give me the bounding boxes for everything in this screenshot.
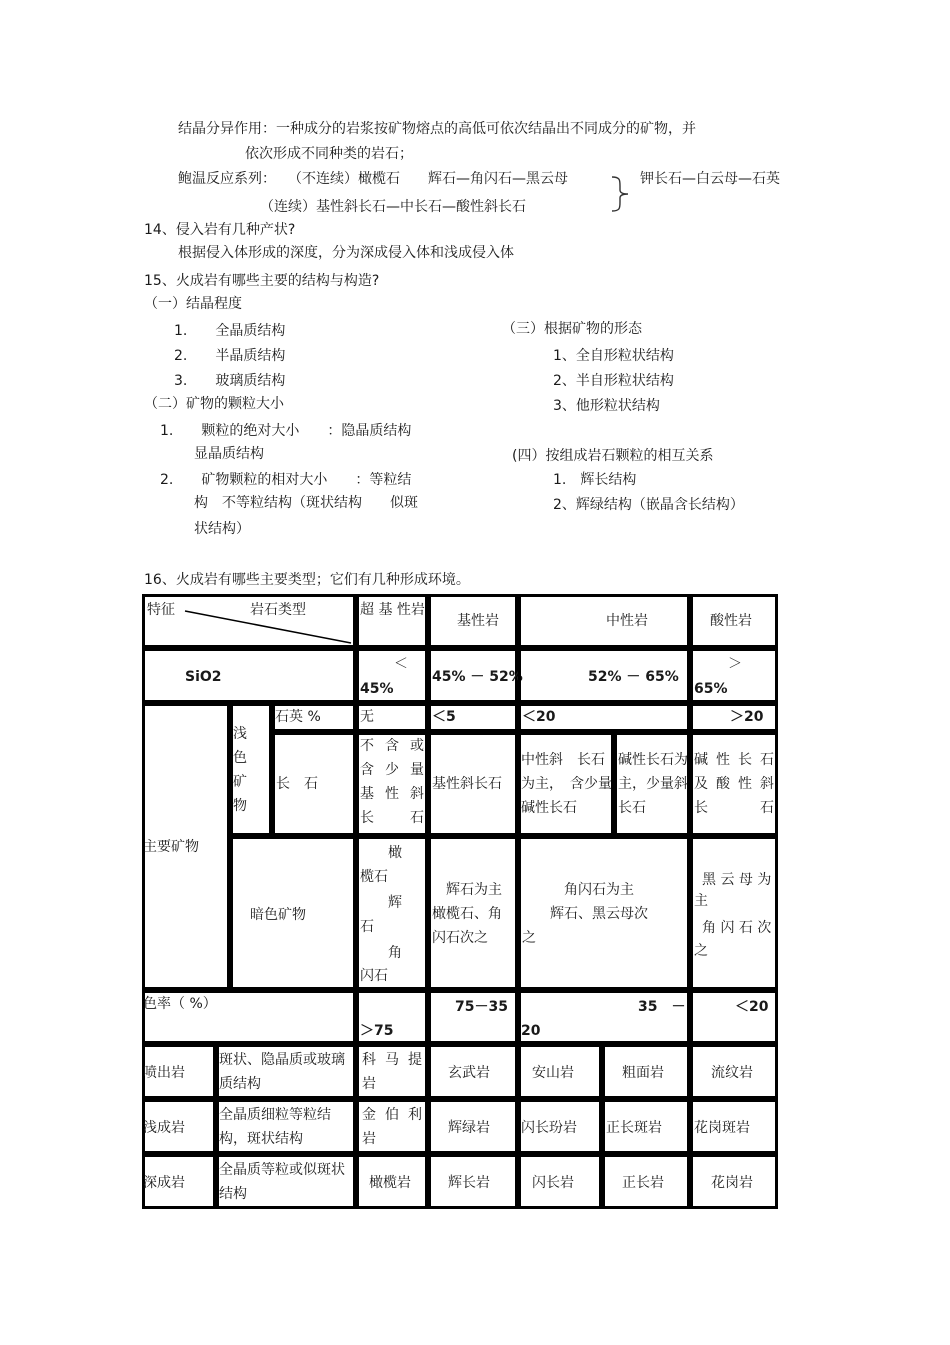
texture-label: 全晶质等粒或似斑状结构: [219, 1162, 345, 1202]
feldspar-ultra: 不 含 或含 少 量基 性 斜长石: [360, 738, 424, 826]
q15-section-3-item: 2、半自形粒状结构: [553, 373, 674, 389]
rock-basic: 辉长岩: [448, 1175, 490, 1191]
quartz-basic: ＜5: [432, 709, 456, 725]
sio2-intermediate: 52% － 65%: [588, 669, 679, 685]
dark-ultra-2: 榄石: [360, 869, 388, 885]
dark-ultra-4: 石: [360, 919, 374, 935]
rock-acid: 流纹岩: [711, 1065, 753, 1081]
quartz-intermediate: ＜20: [522, 709, 556, 725]
color-intermediate-b: 20: [521, 1023, 541, 1039]
sio2-basic: 45% － 52%: [432, 669, 523, 685]
header-basic: 基性岩: [457, 613, 499, 629]
q15-section-1-item: 1. 全晶质结构: [174, 323, 286, 339]
sio2-acid-sign: ＞: [728, 656, 742, 672]
quartz-acid: ＞20: [730, 709, 764, 725]
rock-intermediate-1: 闪长玢岩: [521, 1120, 577, 1136]
sio2-label: SiO2: [185, 669, 222, 685]
rock-ultra: 科 马 提岩: [362, 1052, 422, 1092]
texture-label: 全晶质细粒等粒结构，斑状结构: [219, 1107, 331, 1147]
bowen-discontinuous: （不连续）橄榄石 辉石—角闪石—黑云母: [288, 171, 568, 187]
header-acid: 酸性岩: [710, 613, 752, 629]
rock-basic: 辉绿岩: [448, 1120, 490, 1136]
color-basic: 75－35: [455, 999, 508, 1015]
q15-section-2-item-2b: 构 不等粒结构（斑状结构 似斑: [194, 495, 418, 511]
dark-minerals-label: 暗色矿物: [250, 907, 306, 923]
rock-acid: 花岗岩: [711, 1175, 753, 1191]
color-intermediate-a: 35 －: [638, 999, 686, 1015]
q15-section-2-title: （二）矿物的颗粒大小: [144, 396, 284, 412]
header-feature: 特征: [147, 602, 175, 618]
q15-section-2-item-1b: 显晶质结构: [194, 446, 264, 462]
q14-answer: 根据侵入体形成的深度，分为深成侵入体和浅成侵入体: [178, 245, 514, 261]
dark-ultra-6: 闪石: [360, 968, 388, 984]
crystallization-line-1: 结晶分异作用：一种成分的岩浆按矿物熔点的高低可依次结晶出不同成分的矿物，并: [178, 121, 696, 137]
rock-intermediate-2: 粗面岩: [622, 1065, 664, 1081]
q15-section-3-title: （三）根据矿物的形态: [502, 321, 642, 337]
color-acid: ＜20: [735, 999, 769, 1015]
dark-acid-4: 之: [694, 943, 708, 959]
q15-section-2-item-1a: 1. 颗粒的绝对大小 ：隐晶质结构: [160, 423, 412, 439]
bowen-continuous: （连续）基性斜长石—中长石—酸性斜长石: [260, 199, 526, 215]
rock-acid: 花岗斑岩: [694, 1120, 750, 1136]
rock-intermediate-2: 正长岩: [622, 1175, 664, 1191]
dark-acid-2: 主: [694, 893, 708, 909]
q14-question: 14、侵入岩有几种产状?: [144, 222, 296, 238]
header-rocktype: 岩石类型: [250, 602, 306, 618]
sio2-acid-value: 65%: [694, 681, 728, 697]
feldspar-intermediate-1: 中性斜 长石为主， 含少量碱性长石: [521, 752, 612, 816]
dark-basic-3: 闪石次之: [432, 930, 488, 946]
rock-intermediate-2: 正长斑岩: [606, 1120, 662, 1136]
table-cell: [142, 648, 356, 703]
q15-section-2-item-2c: 状结构）: [194, 521, 250, 537]
q15-section-3-item: 3、他形粒状结构: [553, 398, 660, 414]
bowen-merged: 钾长石—白云母—石英: [640, 171, 780, 187]
rock-ultra: 金 伯 利岩: [362, 1107, 422, 1147]
q15-question: 15、火成岩有哪些主要的结构与构造?: [144, 273, 380, 289]
q15-section-1-item: 3. 玻璃质结构: [174, 373, 286, 389]
env-label: 喷出岩: [143, 1065, 185, 1081]
q15-section-3-item: 1、全自形粒状结构: [553, 348, 674, 364]
sio2-ultra-value: 45%: [360, 681, 394, 697]
bowen-series-label: 鲍温反应系列：: [178, 171, 276, 187]
crystallization-line-2: 依次形成不同种类的岩石；: [245, 146, 413, 162]
header-intermediate: 中性岩: [606, 613, 648, 629]
rock-ultra: 橄榄岩: [369, 1175, 411, 1191]
dark-acid-1: 黑 云 母 为: [702, 872, 772, 888]
dark-intermediate-2: 辉石、黑云母次: [522, 906, 648, 922]
dark-ultra-3: 辉: [360, 895, 402, 911]
quartz-label: 石英 %: [275, 709, 321, 725]
table-cell: [518, 594, 690, 648]
rock-intermediate-1: 闪长岩: [532, 1175, 574, 1191]
q15-section-1-title: （一）结晶程度: [144, 296, 242, 312]
feldspar-intermediate-2: 碱性长石为主，少量斜长石: [618, 752, 688, 816]
dark-ultra-1: 橄: [360, 845, 402, 861]
q15-section-4-item: 1. 辉长结构: [553, 472, 637, 488]
dark-basic-1: 辉石为主: [432, 882, 502, 898]
header-ultrabasic: 超 基 性岩: [360, 602, 425, 618]
texture-label: 斑状、隐晶质或玻璃质结构: [219, 1052, 345, 1092]
env-label: 深成岩: [143, 1175, 185, 1191]
feldspar-acid: 碱 性 长 石及 酸 性 斜长石: [694, 752, 774, 816]
diagonal-line-icon: [145, 597, 353, 645]
rock-basic: 玄武岩: [448, 1065, 490, 1081]
q15-section-4-title: (四）按组成岩石颗粒的相互关系: [512, 448, 714, 464]
dark-basic-2: 橄榄石、角: [432, 906, 502, 922]
env-label: 浅成岩: [143, 1120, 185, 1136]
feldspar-label: 长 石: [276, 776, 318, 792]
q16-question: 16、火成岩有哪些主要类型；它们有几种形成环境。: [144, 572, 470, 588]
light-minerals-label: 浅色矿物: [233, 726, 247, 814]
sio2-ultra-sign: ＜: [394, 656, 408, 672]
feldspar-basic: 基性斜长石: [432, 776, 502, 792]
q15-section-1-item: 2. 半晶质结构: [174, 348, 286, 364]
table-cell: [690, 836, 778, 990]
rock-intermediate-1: 安山岩: [532, 1065, 574, 1081]
color-ultra: ＞75: [360, 1023, 394, 1039]
curly-brace-icon: [610, 176, 632, 212]
main-minerals-label: 主要矿物: [143, 839, 199, 855]
dark-intermediate-1: 角闪石为主: [522, 882, 634, 898]
quartz-ultra: 无: [360, 709, 374, 725]
q15-section-2-item-2a: 2. 矿物颗粒的相对大小 ：等粒结: [160, 472, 412, 488]
dark-acid-3: 角 闪 石 次: [702, 920, 772, 936]
dark-ultra-5: 角: [360, 945, 402, 961]
q15-section-4-item: 2、辉绿结构（嵌晶含长结构）: [553, 497, 744, 513]
color-index-label: 色率（ %）: [143, 996, 217, 1012]
dark-intermediate-3: 之: [522, 930, 536, 946]
